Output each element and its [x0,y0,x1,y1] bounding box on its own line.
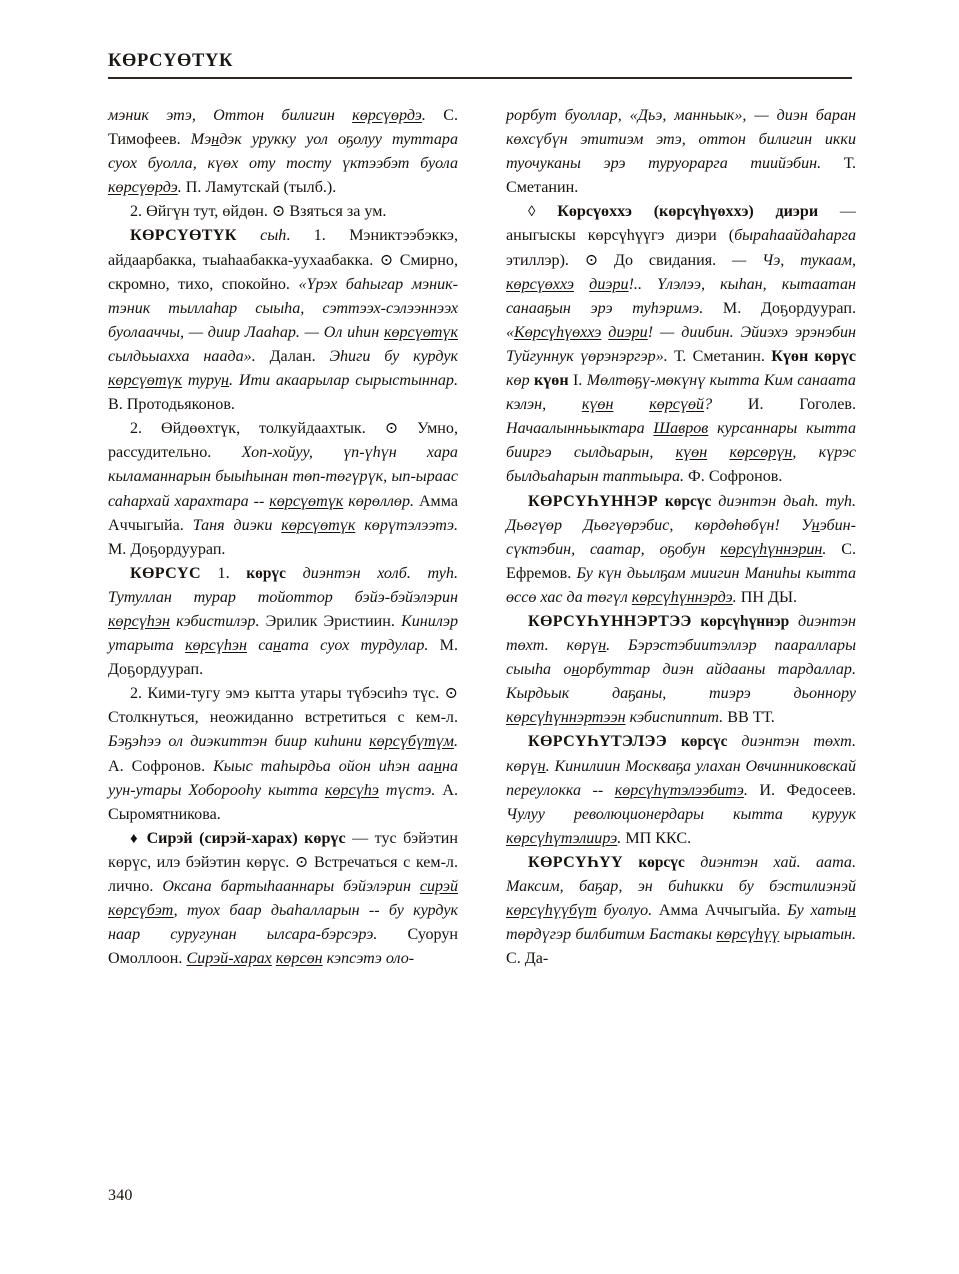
running-head-rule [108,77,852,79]
paragraph-entry_korsuotuk: КӨРСҮӨТҮК сыһ. 1. Мэниктээбэккэ, айдаарбакка, тыаһаабакка-уухаабакка. ⊙ Смирно, скромно, тихо, спокойно. «Үрэх баһыгар мэник-тэник тыллаһар сыыһа, сэттээх-сэлээннээх буолааччы, — диир Лааһар. — Ол иһин көрсүөтүк сылдьыахха наада». Далан. Эһиги бу курдук көрсүөтүк турун. Ити акаарылар сырыстыннар. В. Протодьяконов. [108,227,459,414]
running-head-title: КӨРСҮӨТҮК [108,51,233,71]
paragraph-sense2_oigun: 2. Өйгүн тут, өйдөн. ⊙ Взяться за ум. [130,203,387,221]
column-right [506,104,856,1174]
page-number: 340 [108,1187,133,1204]
text-columns [108,104,856,1174]
paragraph-entry_korsus: КӨРСҮС 1. көрүс диэнтэн холб. туһ. Тутуллан турар тойоттор бэйэ-бэйэлэрин көрсүһэн кэбистилэр. Эрилик Эристиин. Кинилэр утарыта көрсүһэн саната суох турдулар. М. Доҕордуурап. [108,564,458,679]
running-head [108,52,852,79]
column-left [108,104,458,1174]
paragraph-entry_korsuhunner: КӨРСҮҺҮННЭР көрсүс диэнтэн дьаһ. туһ. Дьөгүөр Дьөгүөрэбис, көрдөһөбүн! Унэбин-сүктэбин, саатар, оҕобун көрсүһүннэрин. С. Ефремов. Бу күн дьылҕам миигин Маниһы кытта өссө хас да төгүл көрсүһүннэрдэ. ПН ДЫ. [506,492,856,606]
paragraph-sense2_oidoohtuk: 2. Өйдөөхтүк, толкуйдаахтык. ⊙ Умно, рассудительно. Хоп-хойуу, үп-үһүн хара кыламаннарын быыһынан төп-төгүрүк, ып-ыраас саһархай харахтара -- көрсүөтүк көрөллөр. Амма Аччыгыйа. Таня диэки көрсүөтүк көрүтэлээтэ. М. Доҕордуурап. [108,420,458,558]
paragraph-idiom_korsuohho_dieri: ◊ Көрсүөххэ (көрсүһүөххэ) диэри — аныгыскы көрсүһүүгэ диэри (быраһаайдаһарга этиллэр). ⊙ До свидания. — Чэ, тукаам, көрсүөххэ диэри!.. Үлэлээ, кыһан, кытаатан санааҕын эрэ туһэримэ. М. Доҕордуурап. «Көрсүһүөххэ диэри! — диибин. Эйиэхэ эрэнэбин Туйгуннук үөрэнэргэр». Т. Сметанин. Күөн көрүс көр күөн I. Мөлтөҕү-мөкүнү кытта Ким санаата кэлэн, күөн көрсүөй? И. Гоголев. Начаалынньыктара Шавров курсаннары кытта бииргэ сылдьарын, күөн көрсөрүн, күрэс былдьаһарын таптыыра. Ф. Софронов. [506,203,857,486]
paragraph-idiom_sirey_korsus: ♦ Сирэй (сирэй-харах) көрүс — тус бэйэтин көрүс, илэ бэйэтин көрүс. ⊙ Встречаться с кем-л. лично. Оксана бартыһааннары бэйэлэрин сирэй көрсүбэт, туох баар дьаһалларын -- бу курдук наар суругунан ылсара-бэрсэрэ. Суорун Омоллоон. Сирэй-харах көрсөн кэпсэтэ оло- [108,829,459,968]
paragraph-entry_korsuhunnertee: КӨРСҮҺҮННЭРТЭЭ көрсүһүннэр диэнтэн төхт. көрүн. Бэрэстэбиитэллэр паараллары сыыһа онорбуттар диэн айдааны тардаллар. Кырдьык даҕаны, тиэрэ дьоннору көрсүһүннэртээн кэбиспиппит. ВВ ТТ. [506,612,856,727]
paragraph-entry_korsuhuu: КӨРСҮҺҮҮ көрсүс диэнтэн хай. аата. Максим, баҕар, эн биһикки бу бэстилиэнэй көрсүһүүбүт буолуо. Амма Аччыгыйа. Бу хатын төрдүгэр билбитим Бастакы көрсүһүү ырыатын. С. Да- [506,853,856,968]
paragraph-cont_korsuordo: мэник этэ, Оттон билигин көрсүөрдэ. С. Тимофеев. Мэндэк урукку уол оҕолуу туттара суох буолла, күөх оту тосту үктээбэт буола көрсүөрдэ. П. Ламутскай (тылб.). [108,107,458,197]
paragraph-cont_rorbut: рорбут буоллар, «Дьэ, манньык», — диэн баран көхсүбүн этитиэм этэ, оттон билигин икки туочуканы эрэ туруорарга тиийэбин. Т. Сметанин. [506,107,856,197]
paragraph-sense2_kimi_tugu: 2. Кими-тугу эмэ кытта утары түбэсиһэ түс. ⊙ Столкнуться, неожиданно встретиться с кем-л. Бэҕэһээ ол диэкиттэн биир киһини көрсүбүтүм. А. Софронов. Кыыс таһырдьа ойон иһэн аанна уун-утары Хоборооһу кытта көрсүһэ түстэ. А. Сыромятникова. [108,685,458,823]
paragraph-entry_korsuhutelee: КӨРСҮҺҮТЭЛЭЭ көрсүс диэнтэн төхт. көрүн. Кинилиин Москваҕа улахан Овчинниковскай переулокка -- көрсүһүтэлээбитэ. И. Федосеев. Чулуу революционердары кытта куруук көрсүһүтэлиирэ. МП ККС. [506,733,857,847]
